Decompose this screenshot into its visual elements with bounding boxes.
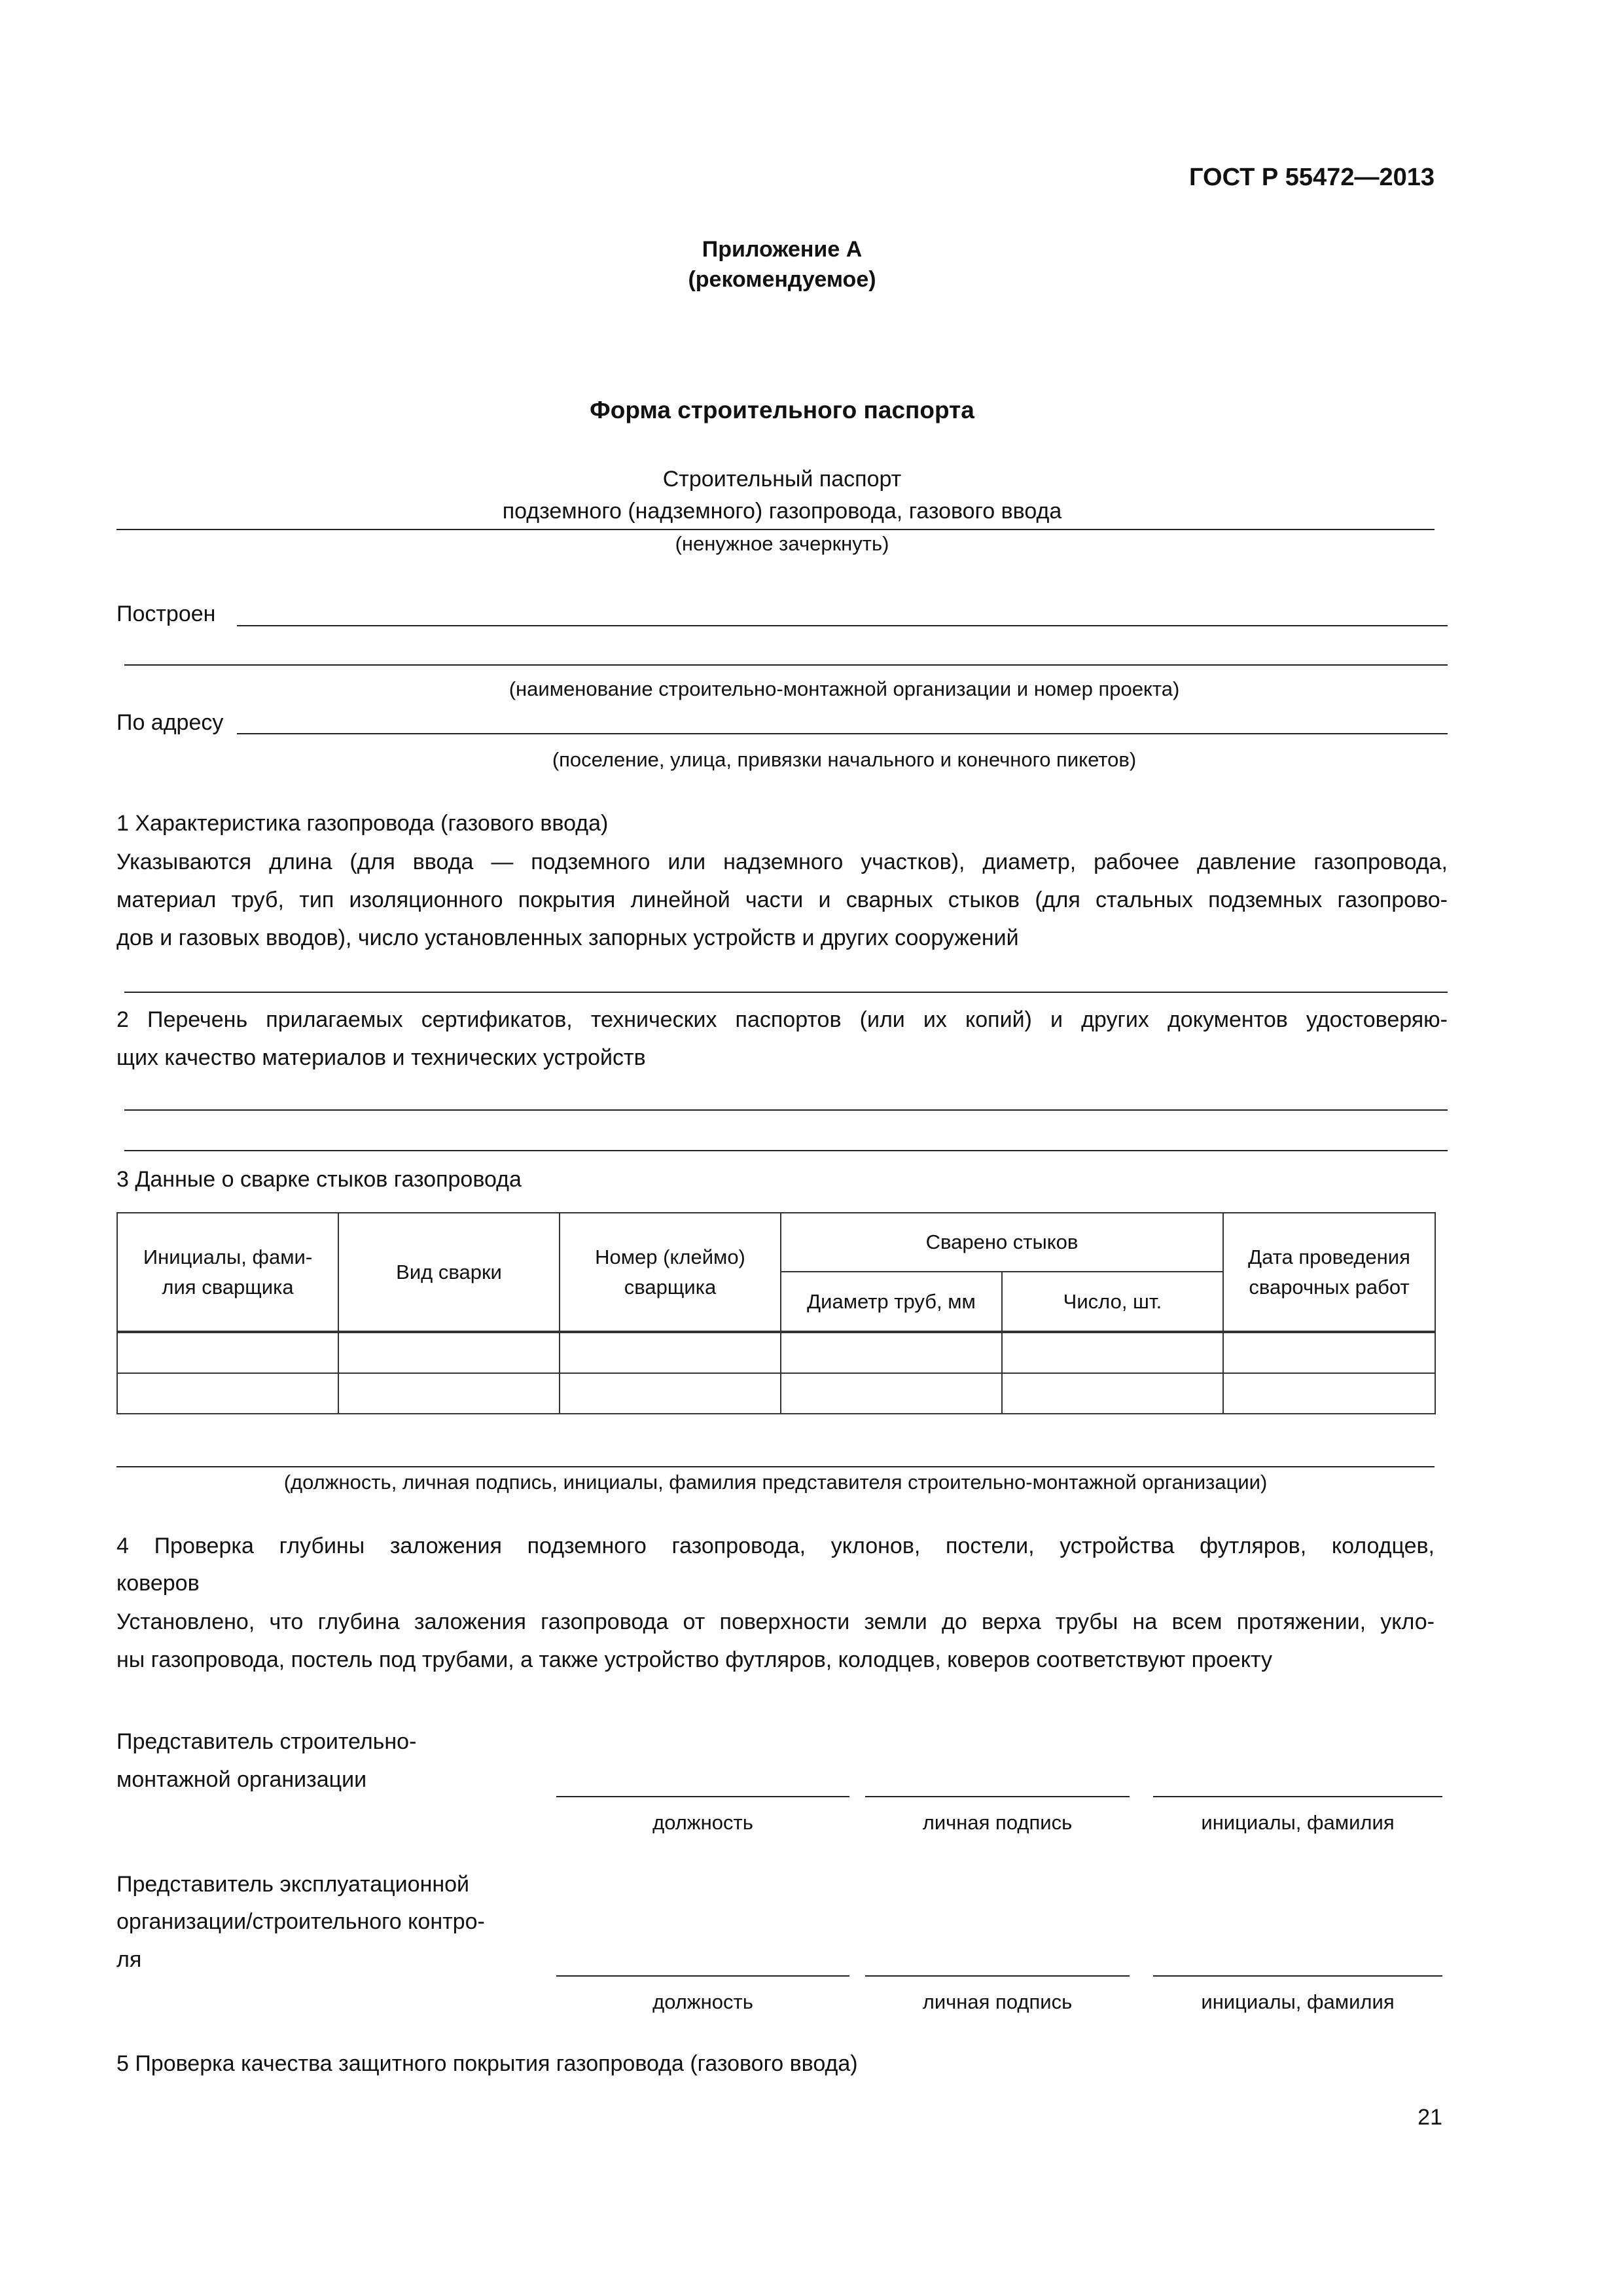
table-cell[interactable] (338, 1333, 560, 1373)
rep2-label-line2: организации/строительного контро- (116, 1909, 485, 1934)
table-cell[interactable] (338, 1373, 560, 1414)
section3-signature-caption: (должность, личная подпись, инициалы, фамилия представителя строительно-монтажной организации) (283, 1471, 1268, 1494)
table-row (117, 1333, 1435, 1373)
section4-line3: Установлено, что глубина заложения газопровода от поверхности земли до верха трубы на всем протяжении, укло- (116, 1609, 1435, 1634)
section4-line2: коверов (116, 1571, 200, 1596)
table-cell[interactable] (781, 1333, 1002, 1373)
table-cell[interactable] (560, 1333, 781, 1373)
rep2-name-field[interactable] (1153, 1975, 1442, 1977)
section1-line3: дов и газовых вводов), число установленных запорных устройств и других сооружений (116, 925, 1019, 950)
table-cell[interactable] (1223, 1333, 1435, 1373)
col-diameter-header: Диаметр труб, мм (781, 1272, 1002, 1331)
rep1-label-line1: Представитель строительно- (116, 1729, 417, 1754)
table-cell[interactable] (560, 1373, 781, 1414)
rep2-name-caption: инициалы, фамилия (1201, 1990, 1395, 2013)
rep1-position-caption: должность (652, 1811, 753, 1834)
rep2-label-line3: ля (116, 1947, 142, 1972)
table-cell[interactable] (1002, 1333, 1223, 1373)
rep1-name-caption: инициалы, фамилия (1201, 1811, 1395, 1834)
section1-line2: материал труб, тип изоляционного покрытия линейной части и сварных стыков (для стальных подземных газопрово- (116, 888, 1448, 912)
welding-table (116, 1212, 1436, 1414)
rep1-label-line2: монтажной организации (116, 1767, 367, 1792)
section2-field-line1[interactable] (124, 1109, 1448, 1111)
col-welded-header: Сварено стыков (781, 1213, 1223, 1272)
section2-field-line2[interactable] (124, 1150, 1448, 1151)
passport-line1: Строительный паспорт (662, 467, 902, 492)
table-cell[interactable] (117, 1333, 338, 1373)
section4-line4: ны газопровода, постель под трубами, а также устройство футляров, колодцев, коверов соответствуют проекту (116, 1647, 1273, 1672)
built-label: Построен (116, 601, 216, 626)
section2-line1: 2 Перечень прилагаемых сертификатов, технических паспортов (или их копий) и других документов удостоверяю- (116, 1007, 1448, 1032)
passport-line2: подземного (надземного) газопровода, газового ввода (502, 499, 1062, 524)
section5-heading: 5 Проверка качества защитного покрытия газопровода (газового ввода) (116, 2051, 858, 2076)
rep1-signature-caption: личная подпись (922, 1811, 1073, 1834)
rep2-position-field[interactable] (556, 1975, 849, 1977)
rep2-label-line1: Представитель эксплуатационной (116, 1872, 470, 1897)
passport-note: (ненужное зачеркнуть) (675, 532, 889, 555)
rep2-position-caption: должность (652, 1990, 753, 2013)
col-type-header: Вид сварки (338, 1213, 560, 1331)
col-welder-header: Инициалы, фами- лия сварщика (117, 1213, 338, 1331)
rep1-position-field[interactable] (556, 1796, 849, 1797)
table-row (117, 1373, 1435, 1414)
col-date-header: Дата проведения сварочных работ (1223, 1213, 1435, 1331)
address-field[interactable] (237, 733, 1448, 734)
col-count-header: Число, шт. (1002, 1272, 1223, 1331)
table-cell[interactable] (117, 1373, 338, 1414)
built-field-line2[interactable] (124, 664, 1448, 666)
rep2-signature-field[interactable] (865, 1975, 1130, 1977)
rep2-signature-caption: личная подпись (922, 1990, 1073, 2013)
built-caption: (наименование строительно-монтажной организации и номер проекта) (508, 677, 1180, 700)
built-field[interactable] (237, 625, 1448, 626)
appendix-status: (рекомендуемое) (688, 267, 876, 292)
section1-field[interactable] (124, 992, 1448, 993)
rep1-signature-field[interactable] (865, 1796, 1130, 1797)
section2-line2: щих качество материалов и технических устройств (116, 1045, 646, 1070)
table-cell[interactable] (1002, 1373, 1223, 1414)
page-number: 21 (1418, 2105, 1442, 2130)
rep1-name-field[interactable] (1153, 1796, 1442, 1797)
form-title: Форма строительного паспорта (590, 397, 974, 423)
section1-heading: 1 Характеристика газопровода (газового ввода) (116, 811, 609, 836)
address-caption: (поселение, улица, привязки начального и конечного пикетов) (552, 748, 1137, 771)
section3-heading: 3 Данные о сварке стыков газопровода (116, 1167, 522, 1192)
section1-line1: Указываются длина (для ввода — подземного или надземного участков), диаметр, рабочее давление газопровода, (116, 850, 1448, 874)
table-cell[interactable] (781, 1373, 1002, 1414)
table-cell[interactable] (1223, 1373, 1435, 1414)
appendix-title: Приложение А (702, 237, 863, 262)
address-label: По адресу (116, 710, 224, 735)
col-stamp-header: Номер (клеймо) сварщика (560, 1213, 781, 1331)
section4-line1: 4 Проверка глубины заложения подземного газопровода, уклонов, постели, устройства футляров, колодцев, (116, 1534, 1435, 1558)
standard-number: ГОСТ Р 55472—2013 (1189, 164, 1435, 191)
